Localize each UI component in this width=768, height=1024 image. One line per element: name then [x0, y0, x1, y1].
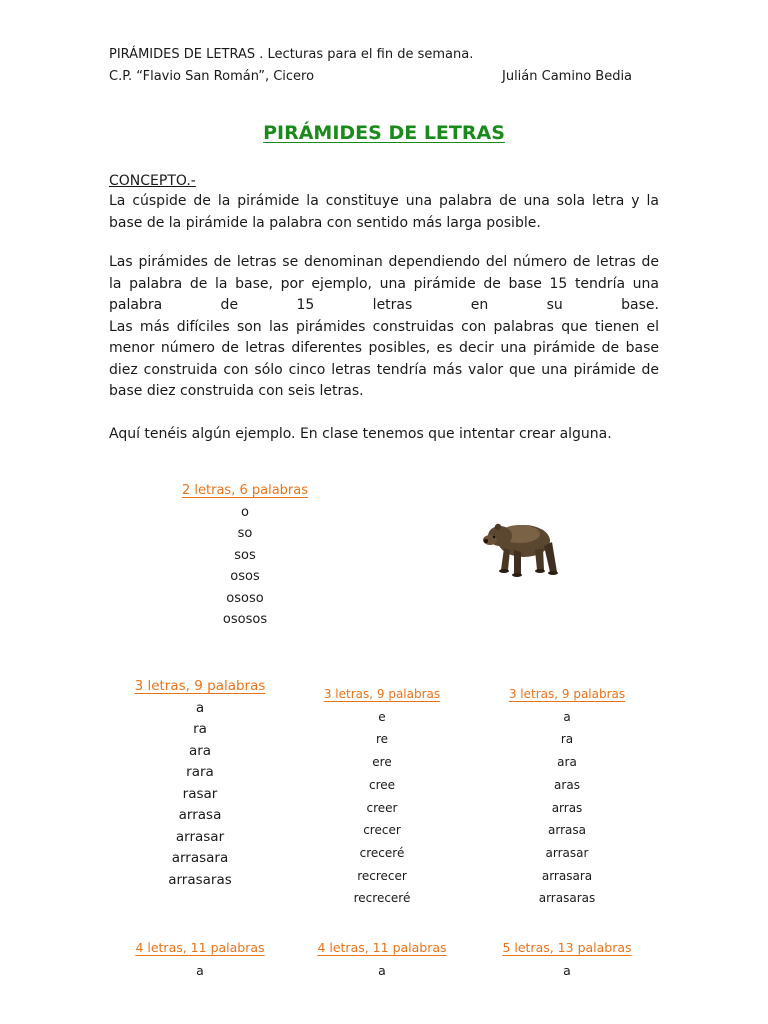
pyramid-word: arrasaras	[168, 871, 232, 888]
pyramid-word: arrasaras	[538, 891, 596, 906]
pyramid-word: recreceré	[353, 891, 411, 906]
pyramid-word: crecer	[363, 823, 401, 838]
pyramid-heading: 3 letras, 9 palabras	[134, 678, 266, 694]
pyramid-word: o	[241, 504, 249, 520]
pyramid-word: cree	[368, 777, 396, 792]
pyramid-word: rara	[186, 764, 214, 780]
header-author: Julián Camino Bedia	[502, 69, 633, 84]
pyramid-3-letters-e	[292, 683, 472, 910]
pyramid-heading: 2 letras, 6 palabras	[182, 483, 308, 498]
paragraph-line: la palabra de la base, por ejemplo, una pirámide de base 15 tendría una	[109, 275, 659, 292]
pyramid-word: ara	[557, 755, 577, 770]
pyramid-word: arrasar	[545, 845, 589, 860]
pyramid-word: a	[378, 962, 386, 978]
paragraph-line: base diez construida con seis letras.	[109, 383, 364, 399]
paragraph-examples-intro	[109, 424, 659, 446]
pyramid-word: a	[563, 962, 571, 978]
pyramid-4-letters-b	[292, 937, 472, 982]
pyramid-word: so	[237, 526, 253, 541]
paragraph-line: La cúspide de la pirámide la constituye una palabra de una sola letra y la	[109, 193, 659, 209]
concept-label: CONCEPTO.-	[109, 173, 196, 189]
bear-illustration	[480, 512, 562, 578]
pyramid-word: ososos	[222, 612, 268, 627]
pyramid-4-letters-a	[110, 937, 290, 982]
pyramid-heading: 3 letras, 9 palabras	[323, 687, 441, 701]
pyramid-word: osos	[230, 569, 260, 584]
pyramid-word: arrasa	[178, 807, 222, 823]
pyramid-heading: 3 letras, 9 palabras	[508, 687, 626, 701]
paragraph-line: diez construida con sólo cinco letras tendría más valor que una pirámide de	[109, 361, 659, 378]
pyramid-word: ara	[188, 742, 212, 759]
pyramid-2-letters	[145, 480, 345, 631]
pyramid-heading: 4 letras, 11 palabras	[135, 940, 265, 955]
pyramid-5-letters	[477, 937, 657, 982]
pyramid-word: a	[196, 962, 204, 978]
paragraph-line: Las pirámides de letras se denominan dependiendo del número de letras de	[109, 254, 659, 270]
header-school: C.P. “Flavio San Román”, Cicero	[109, 69, 315, 84]
pyramid-word: creer	[366, 800, 398, 815]
pyramid-word: re	[375, 732, 389, 747]
paragraph-definition	[109, 191, 659, 234]
pyramid-heading: 4 letras, 11 palabras	[317, 940, 447, 955]
paragraph-line: Las más difíciles son las pirámides construidas con palabras que tienen el	[109, 318, 659, 335]
pyramid-3-letters-s	[477, 683, 657, 910]
pyramid-word: aras	[554, 777, 580, 792]
pyramid-word: ososo	[226, 590, 264, 606]
pyramid-3-letters-a	[110, 676, 290, 891]
pyramid-word: sos	[234, 547, 256, 563]
pyramid-word: e	[378, 709, 386, 724]
pyramid-word: creceré	[359, 845, 405, 860]
pyramid-word: a	[195, 699, 205, 716]
pyramid-word: ra	[193, 721, 207, 737]
pyramid-heading: 5 letras, 13 palabras	[502, 940, 632, 955]
paragraph-line: menor número de letras diferentes posibles, es decir una pirámide de base	[109, 340, 659, 356]
pyramid-word: arras	[551, 800, 583, 815]
header-course-line: PIRÁMIDES DE LETRAS . Lecturas para el fin de semana.	[109, 47, 474, 62]
page-title-text: PIRÁMIDES DE LETRAS	[263, 122, 505, 144]
paragraph-naming	[109, 252, 659, 403]
paragraph-line: palabra de 15 letras en su base.	[109, 297, 659, 313]
pyramid-word: recrecer	[357, 868, 407, 883]
paragraph-line: base de la pirámide la palabra con sentido más larga posible.	[109, 214, 541, 231]
pyramid-word: rasar	[182, 785, 218, 802]
paragraph-line: Aquí tenéis algún ejemplo. En clase tenemos que intentar crear alguna.	[109, 426, 612, 442]
pyramid-word: arrasara	[541, 868, 593, 883]
pyramid-word: a	[563, 709, 571, 724]
page-title	[0, 120, 768, 146]
pyramid-word: ere	[372, 755, 392, 770]
pyramid-word: arrasara	[171, 850, 229, 866]
pyramid-word: ra	[560, 732, 574, 747]
pyramid-word: arrasar	[175, 828, 225, 845]
pyramid-word: arrasa	[548, 823, 586, 838]
